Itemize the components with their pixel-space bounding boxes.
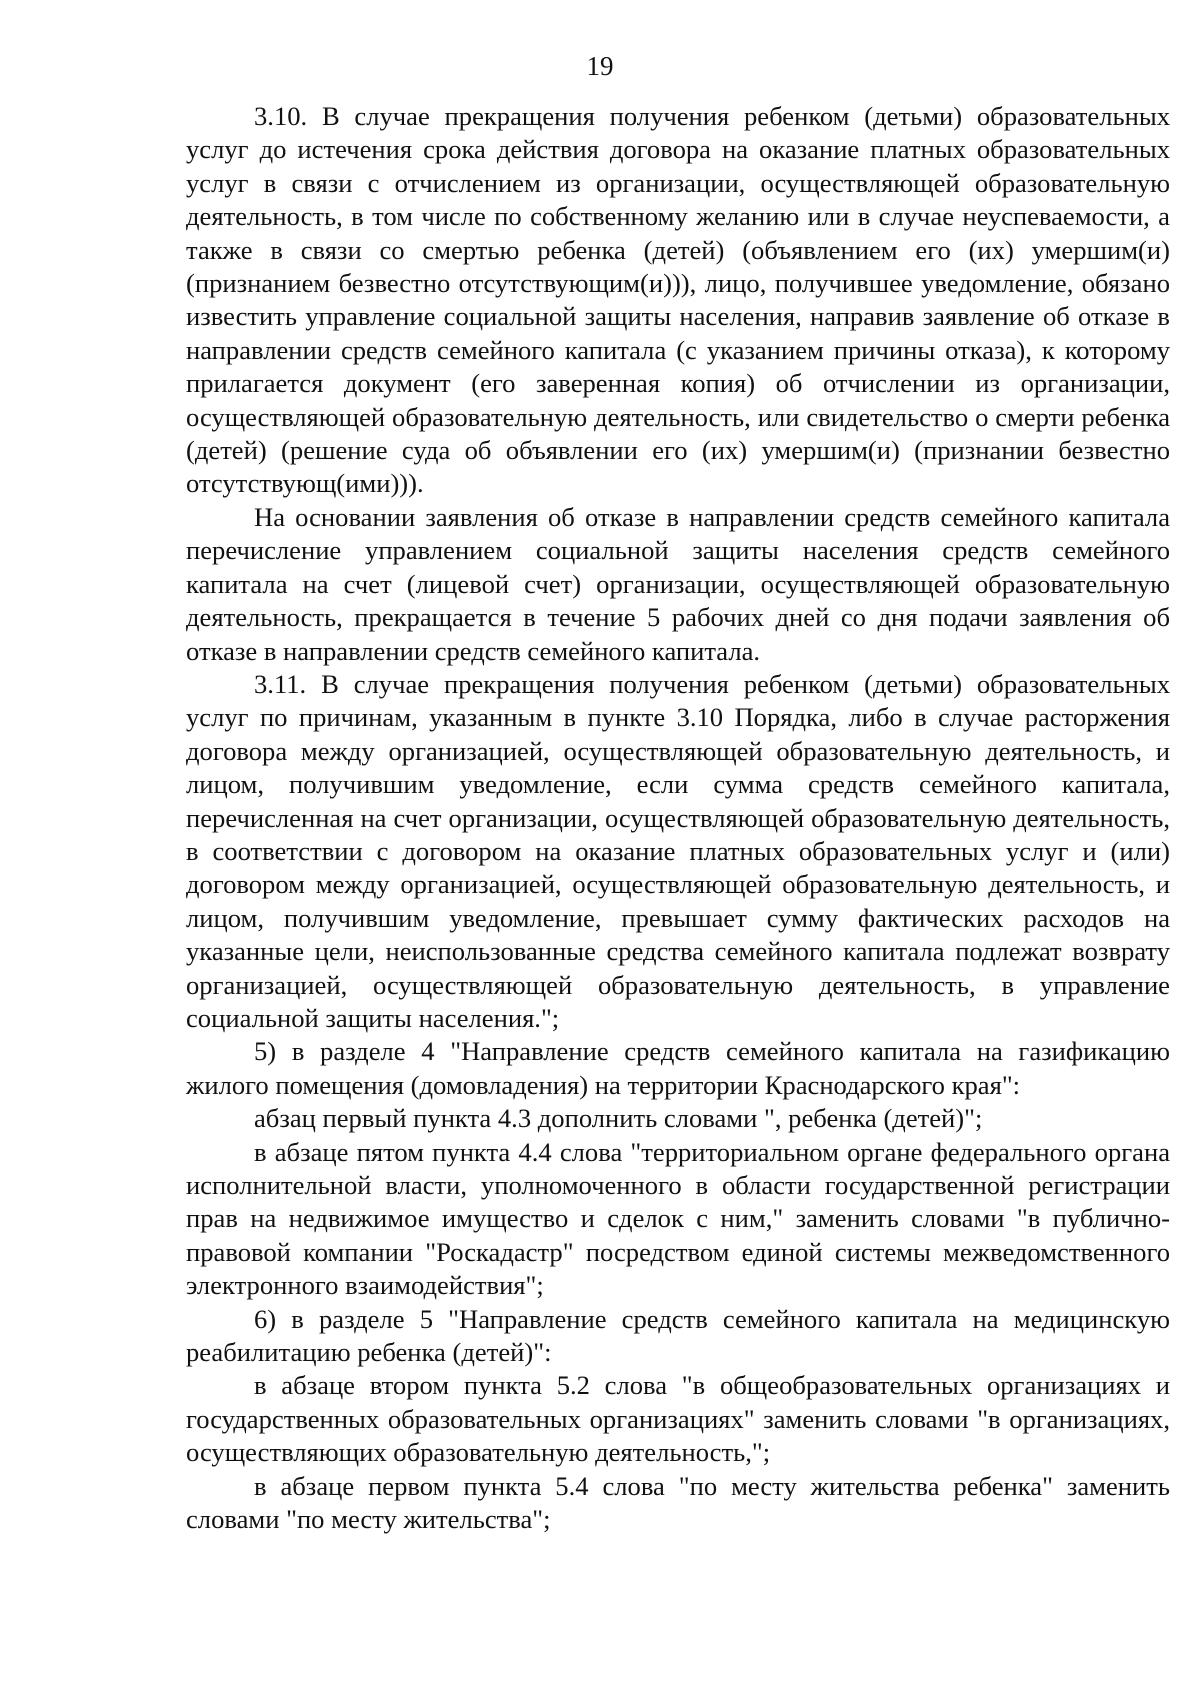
- paragraph-refusal-basis: На основании заявления об отказе в направлении средств семейного капитала перечисление управлением социальной защиты населения средств семейного капитала на счет (лицевой счет) организации, осуществляющей образовательную деятельность, прекращается в течение 5 рабочих дней со дня подачи заявления об отказе в направлении средств семейного капитала.: [186, 501, 1170, 666]
- paragraph-3-10: 3.10. В случае прекращения получения ребенком (детьми) образовательных услуг до истечения срока действия договора на оказание платных образовательных услуг в связи с отчислением из организации, осуществляющей образовательную деятельность, в том числе по собственному желанию или в случае неуспеваемости, а также в связи со смертью ребенка (детей) (объявлением его (их) умершим(и) (признанием безвестно отсутствующим(и))), лицо, получившее уведомление, обязано известить управление социальной защиты населения, направив заявление об отказе в направлении средств семейного капитала (с указанием причины отказа), к которому прилагается документ (его заверенная копия) об отчислении из организации, осуществляющей образовательную деятельность, или свидетельство о смерти ребенка (детей) (решение суда об объявлении его (их) умершим(и) (признании безвестно отсутствующ(ими))).: [186, 101, 1170, 499]
- paragraph-item-5: 5) в разделе 4 "Направление средств семейного капитала на газификацию жилого помещения (домовладения) на территории Краснодарского края":: [186, 1036, 1170, 1100]
- paragraph-5-2: в абзаце втором пункта 5.2 слова "в общеобразовательных организациях и государственных образовательных организациях" заменить словами "в организациях, осуществляющих образовательную деятельность,";: [186, 1370, 1170, 1468]
- page-number: 19: [586, 51, 614, 81]
- paragraph-3-11: 3.11. В случае прекращения получения ребенком (детьми) образовательных услуг по причинам, указанным в пункте 3.10 Порядка, либо в случае расторжения договора между организацией, осуществляющей образовательную деятельность, и лицом, получившим уведомление, если сумма средств семейного капитала, перечисленная на счет организации, осуществляющей образовательную деятельность, в соответствии с договором на оказание платных образовательных услуг и (или) договором между организацией, осуществляющей образовательную деятельность, и лицом, получившим уведомление, превышает сумму фактических расходов на указанные цели, неиспользованные средства семейного капитала подлежат возврату организацией, осуществляющей образовательную деятельность, в управление социальной защиты населения.";: [186, 668, 1170, 1033]
- document-body: [186, 100, 1170, 1536]
- paragraph-item-6: 6) в разделе 5 "Направление средств семейного капитала на медицинскую реабилитацию ребенка (детей)":: [186, 1303, 1170, 1368]
- paragraph-4-4: в абзаце пятом пункта 4.4 слова "территориальном органе федерального органа исполнительной власти, уполномоченного в области государственной регистрации прав на недвижимое имущество и сделок с ним," заменить словами "в публично-правовой компании "Роскадастр" посредством единой системы межведомственного электронного взаимодействия";: [186, 1136, 1170, 1301]
- paragraph-4-3: абзац первый пункта 4.3 дополнить словами ", ребенка (детей)";: [254, 1103, 983, 1134]
- paragraph-5-4: в абзаце первом пункта 5.4 слова "по месту жительства ребенка" заменить словами "по месту жительства";: [186, 1470, 1170, 1535]
